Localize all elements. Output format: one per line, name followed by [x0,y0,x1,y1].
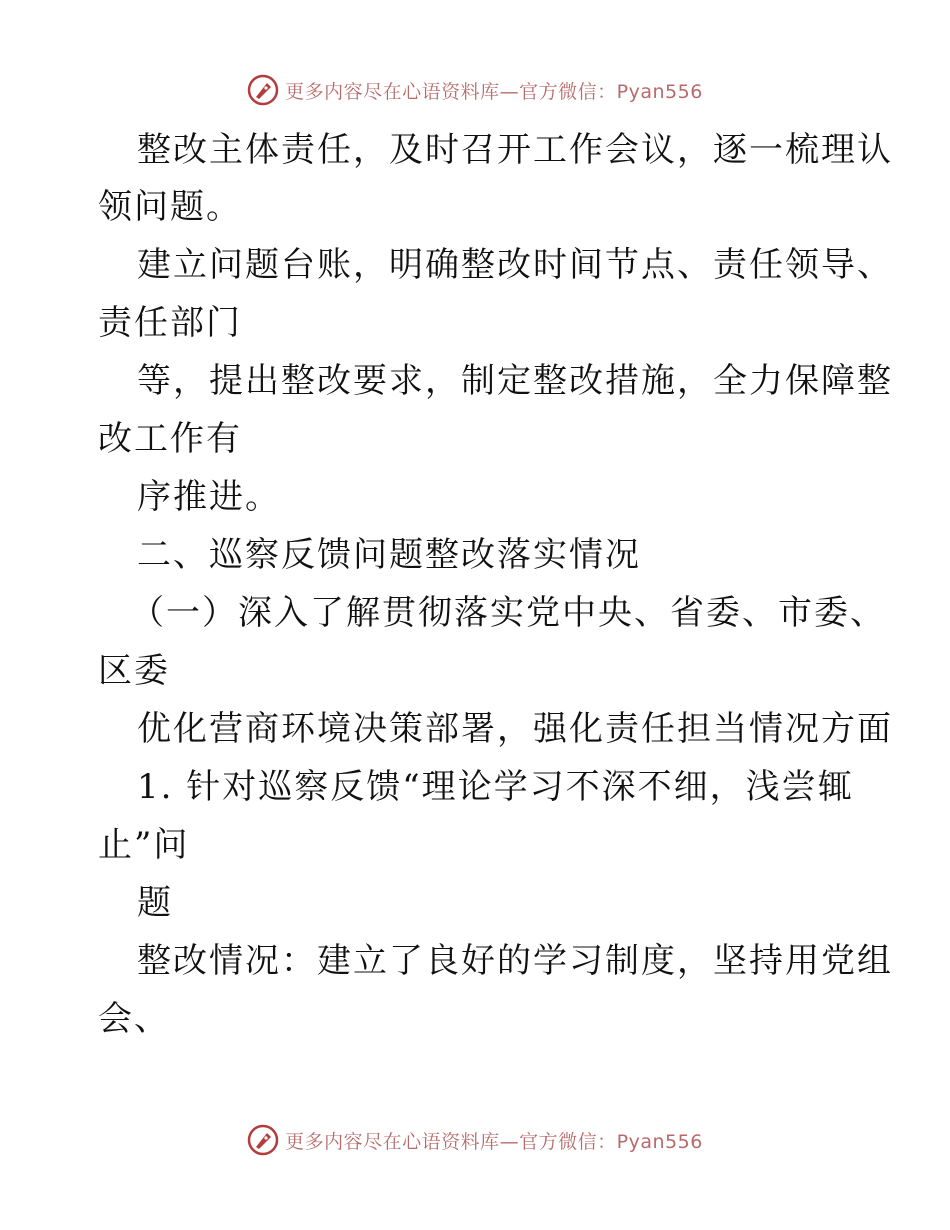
text-line: 领问题。 [98,187,242,227]
text-line: 会、 [98,999,170,1039]
text-line: 区委 [98,651,170,691]
pen-nib-logo-icon [247,1124,279,1156]
footer-banner [0,1120,950,1160]
list-item-heading: 1. 针对巡察反馈“理论学习不深不细，浅尝辄 [137,767,854,807]
text-line: 优化营商环境决策部署，强化责任担当情况方面 [137,709,893,749]
header-banner [0,70,950,110]
text-line: 责任部门 [98,303,242,343]
header-banner-text: 更多内容尽在心语资料库—官方微信：Pyan556 [285,80,703,103]
text-line: 建立问题台账，明确整改时间节点、责任领导、 [137,245,893,285]
section-heading: 二、巡察反馈问题整改落实情况 [137,535,641,575]
footer-banner-text: 更多内容尽在心语资料库—官方微信：Pyan556 [285,1130,703,1153]
text-line: 序推进。 [137,477,281,517]
text-line: 题 [137,883,173,923]
text-line: 整改主体责任，及时召开工作会议，逐一梳理认 [137,130,893,170]
text-line: 止”问 [98,825,190,865]
text-line: 等，提出整改要求，制定整改措施，全力保障整 [137,361,893,401]
subsection-heading: （一）深入了解贯彻落实党中央、省委、市委、 [130,593,886,633]
text-line: 整改情况：建立了良好的学习制度，坚持用党组 [137,941,893,981]
pen-nib-logo-icon [247,74,279,106]
text-line: 改工作有 [98,419,242,459]
